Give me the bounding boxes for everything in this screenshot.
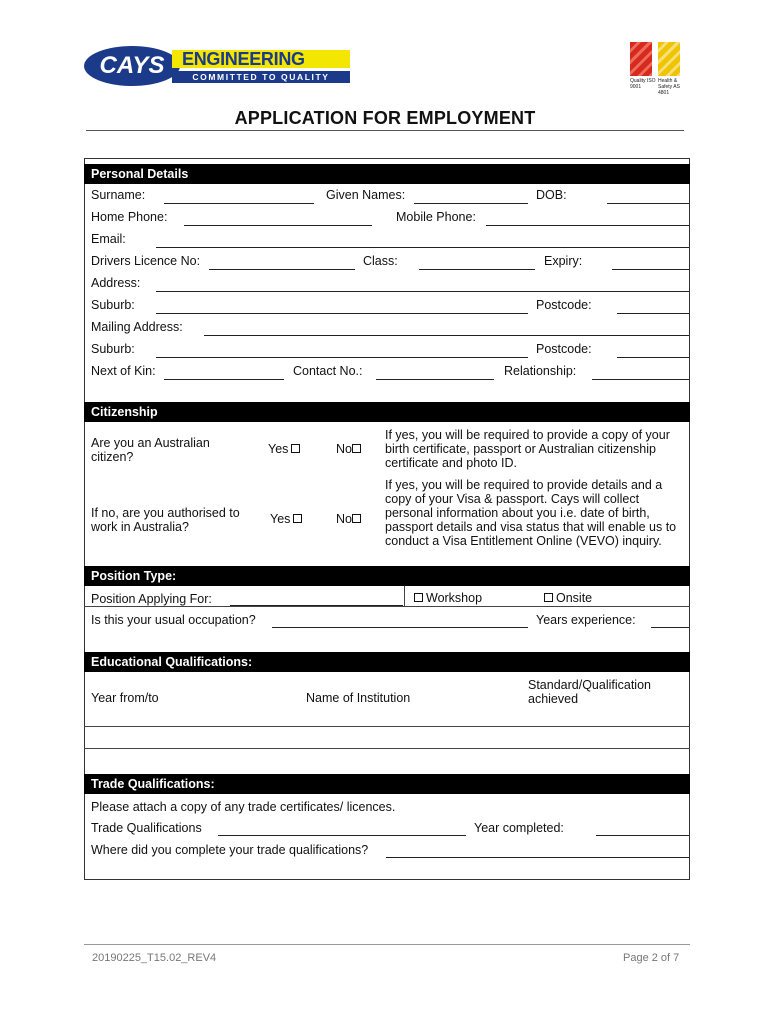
relationship-field[interactable] <box>592 379 689 380</box>
trade-quals-field[interactable] <box>218 835 466 836</box>
address-label: Address: <box>91 276 141 290</box>
email-label: Email: <box>91 232 126 246</box>
mailing-postcode-field[interactable] <box>617 357 689 358</box>
mobile-phone-label: Mobile Phone: <box>396 210 476 224</box>
postcode-label: Postcode: <box>536 298 592 312</box>
mobile-phone-field[interactable] <box>486 225 689 226</box>
citizen-question: Are you an Australian citizen? <box>91 436 210 464</box>
mailing-suburb-label: Suburb: <box>91 342 135 356</box>
edu-row-rule-2[interactable] <box>84 748 690 749</box>
dob-field[interactable] <box>607 203 689 204</box>
onsite-option[interactable] <box>544 591 592 606</box>
citizen-no-option[interactable] <box>336 442 361 457</box>
edu-col-year: Year from/to <box>91 691 159 705</box>
page-number: Page 2 of 7 <box>623 952 680 964</box>
quality-cert-label: Quality ISO 9001 <box>630 78 656 90</box>
next-of-kin-label: Next of Kin: <box>91 364 156 378</box>
edu-row-rule-1[interactable] <box>84 726 690 727</box>
given-names-field[interactable] <box>414 203 528 204</box>
suburb-label: Suburb: <box>91 298 135 312</box>
expiry-field[interactable] <box>612 269 689 270</box>
onsite-label: Onsite <box>556 591 593 605</box>
section-position-type: Position Type: <box>84 566 690 586</box>
workshop-option[interactable] <box>414 591 482 606</box>
logo-tagline: COMMITTED TO QUALITY <box>172 71 350 83</box>
address-field[interactable] <box>156 291 689 292</box>
page-title: APPLICATION FOR EMPLOYMENT <box>234 108 536 128</box>
mailing-address-field[interactable] <box>204 335 689 336</box>
company-logo <box>84 44 354 88</box>
safety-cert-label: Health & Safety AS 4801 <box>658 78 680 96</box>
expiry-label: Expiry: <box>544 254 583 268</box>
suburb-field[interactable] <box>156 313 528 314</box>
work-auth-no-option[interactable] <box>336 512 361 527</box>
quality-cert-icon <box>630 42 652 76</box>
years-experience-label: Years experience: <box>536 613 636 627</box>
section-citizenship: Citizenship <box>84 402 690 422</box>
mailing-suburb-field[interactable] <box>156 357 528 358</box>
surname-field[interactable] <box>164 203 314 204</box>
relationship-label: Relationship: <box>504 364 577 378</box>
licence-label: Drivers Licence No: <box>91 254 201 268</box>
citizen-yes-checkbox[interactable] <box>291 444 300 453</box>
section-personal-details: Personal Details <box>84 164 690 184</box>
footer-rule <box>84 944 690 945</box>
work-auth-no-checkbox[interactable] <box>352 514 361 523</box>
mailing-postcode-label: Postcode: <box>536 342 592 356</box>
position-row-rule <box>84 606 690 607</box>
work-auth-no-label: No <box>336 512 352 526</box>
work-auth-yes-label: Yes <box>270 512 291 526</box>
position-divider <box>404 586 405 606</box>
trade-where-label: Where did you complete your trade qualifications? <box>91 843 369 857</box>
dob-label: DOB: <box>536 188 567 202</box>
citizen-no-checkbox[interactable] <box>352 444 361 453</box>
trade-where-field[interactable] <box>386 857 689 858</box>
section-education: Educational Qualifications: <box>84 652 690 672</box>
workshop-label: Workshop <box>426 591 483 605</box>
onsite-checkbox[interactable] <box>544 593 553 602</box>
home-phone-label: Home Phone: <box>91 210 168 224</box>
work-auth-yes-checkbox[interactable] <box>293 514 302 523</box>
contact-no-label: Contact No.: <box>293 364 363 378</box>
given-names-label: Given Names: <box>326 188 406 202</box>
doc-code: 20190225_T15.02_REV4 <box>92 952 217 964</box>
email-field[interactable] <box>156 247 689 248</box>
mailing-address-label: Mailing Address: <box>91 320 183 334</box>
edu-col-qualification: Standard/Qualification achieved <box>528 678 651 706</box>
title-underline <box>86 130 684 131</box>
citizen-yes-option[interactable] <box>268 442 300 457</box>
next-of-kin-field[interactable] <box>164 379 284 380</box>
years-experience-field[interactable] <box>651 627 689 628</box>
citizen-note: If yes, you will be required to provide a copy of your birth certificate, passport or Australian citizenship certificate and photo ID. <box>385 428 670 470</box>
logo-word: ENGINEERING <box>172 50 350 68</box>
home-phone-field[interactable] <box>184 225 372 226</box>
work-auth-yes-option[interactable] <box>270 512 302 527</box>
class-field[interactable] <box>419 269 535 270</box>
position-applying-label: Position Applying For: <box>91 592 212 606</box>
citizen-yes-label: Yes <box>268 442 289 456</box>
workshop-checkbox[interactable] <box>414 593 423 602</box>
usual-occupation-label: Is this your usual occupation? <box>91 613 256 627</box>
usual-occupation-field[interactable] <box>272 627 528 628</box>
contact-no-field[interactable] <box>376 379 494 380</box>
trade-quals-label: Trade Qualifications <box>91 821 202 835</box>
work-auth-question: If no, are you authorised to work in Australia? <box>91 506 240 534</box>
section-trade: Trade Qualifications: <box>84 774 690 794</box>
edu-col-institution: Name of Institution <box>306 691 411 705</box>
logo-name: CAYS <box>84 46 180 86</box>
safety-cert-icon <box>658 42 680 76</box>
licence-field[interactable] <box>209 269 355 270</box>
surname-label: Surname: <box>91 188 146 202</box>
class-label: Class: <box>363 254 398 268</box>
postcode-field[interactable] <box>617 313 689 314</box>
work-auth-note: If yes, you will be required to provide details and a copy of your Visa & passport. Cays will collect personal information about you i.e. date of birth, passport details and visa status that will enable us to conduct a Visa Entitlement Online (VEVO) inquiry. <box>385 478 677 548</box>
trade-attach-note: Please attach a copy of any trade certificates/ licences. <box>91 800 396 814</box>
year-completed-field[interactable] <box>596 835 689 836</box>
citizen-no-label: No <box>336 442 352 456</box>
year-completed-label: Year completed: <box>474 821 564 835</box>
